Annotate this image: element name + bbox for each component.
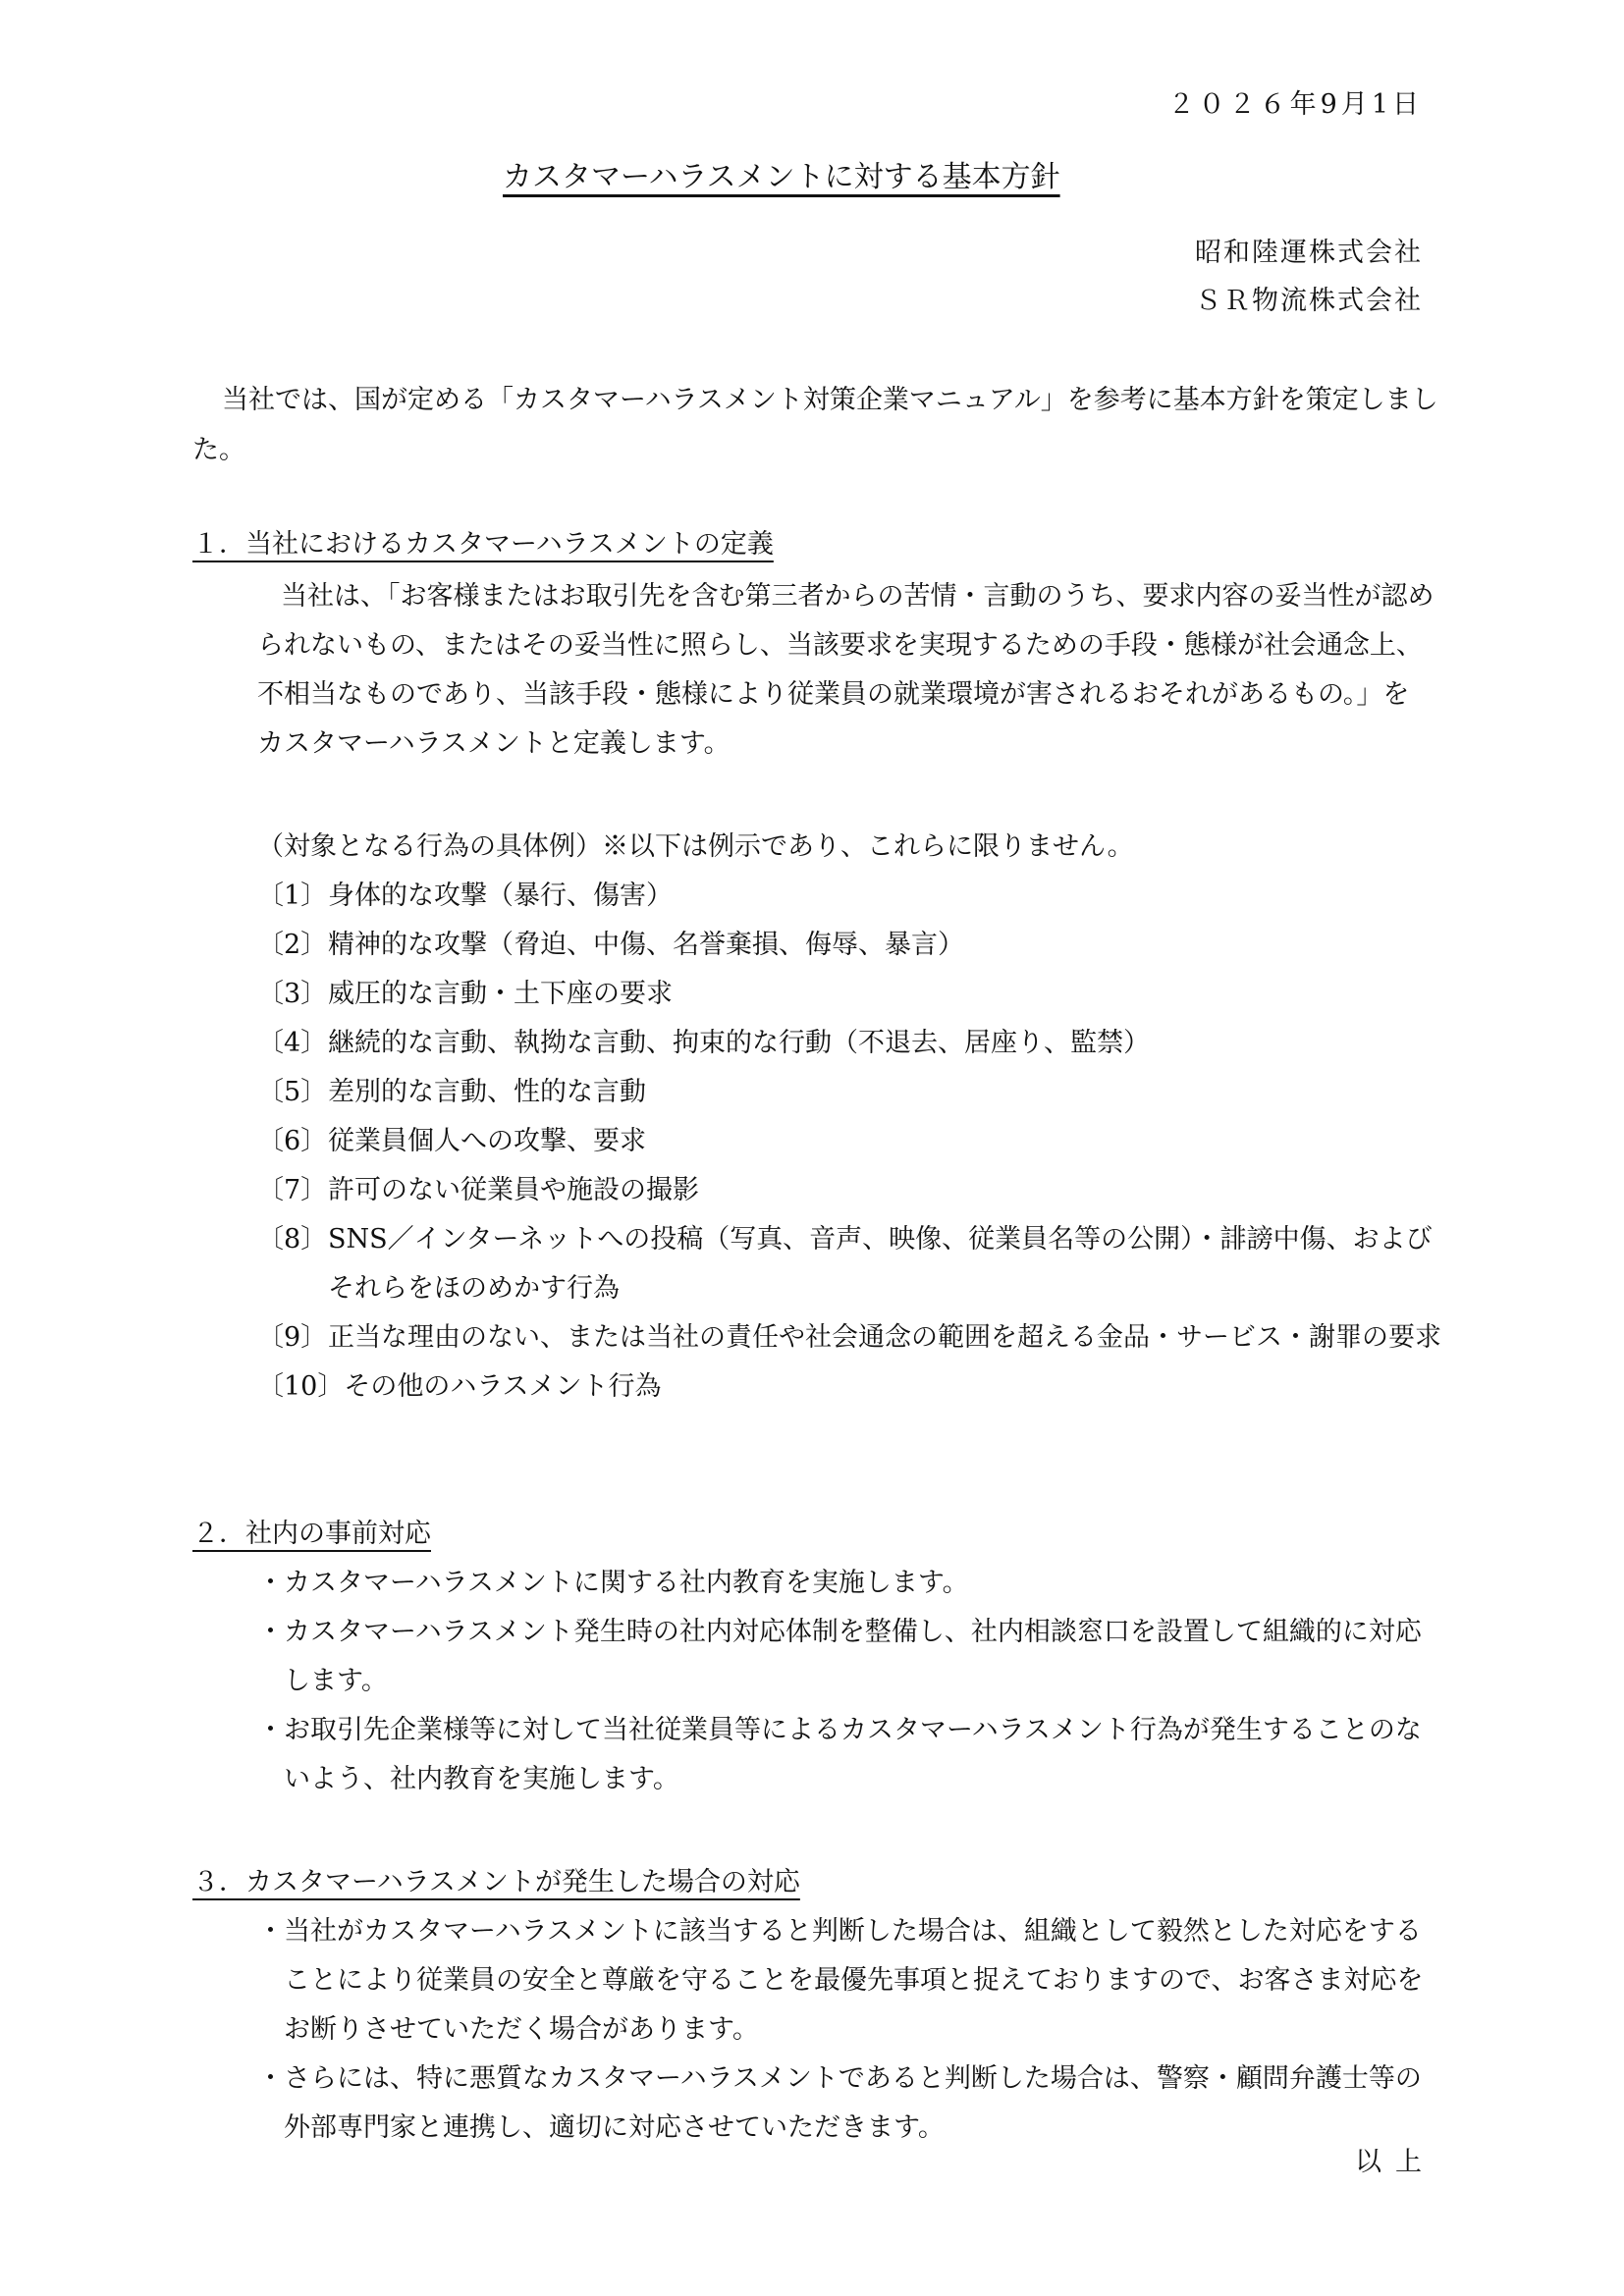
closing-mark: 以上 — [1355, 2147, 1435, 2177]
bullet-text: カスタマーハラスメント発生時の社内対応体制を整備し、社内相談窓口を設置して組織的に対応します。 — [284, 1617, 1422, 1696]
example-item — [257, 1166, 1445, 1215]
section-3-bullets — [257, 1907, 1435, 2153]
example-text: 精神的な攻撃（脅迫、中傷、名誉棄損、侮辱、暴言） — [328, 930, 964, 960]
example-number: 〔4〕 — [257, 1028, 328, 1058]
definition-paragraph: 当社は、「お客様またはお取引先を含む第三者からの苦情・言動のうち、要求内容の妥当性が認められないもの、またはその妥当性に照らし、当該要求を実現するための手段・態様が社会通念上、不相当なものであり、当該手段・態様により従業員の就業環境が害されるおそれがあるもの。」をカスタマーハラスメントと定義します。 — [257, 581, 1435, 759]
bullet-text: さらには、特に悪質なカスタマーハラスメントであると判断した場合は、警察・顧問弁護士等の外部専門家と連携し、適切に対応させていただきます。 — [284, 2063, 1422, 2143]
example-item — [257, 921, 1445, 970]
example-item — [257, 1362, 1445, 1412]
section-3-heading: ３．カスタマーハラスメントが発生した場合の対応 — [192, 1867, 800, 1897]
example-item — [257, 1019, 1445, 1068]
example-text: 差別的な言動、性的な言動 — [328, 1077, 646, 1107]
example-text: 許可のない従業員や施設の撮影 — [328, 1175, 699, 1205]
example-text: 威圧的な言動・土下座の要求 — [328, 979, 673, 1009]
example-item — [257, 1117, 1445, 1166]
example-text: SNS／インターネットへの投稿（写真、音声、映像、従業員名等の公開）・誹謗中傷、およびそれらをほのめかす行為 — [328, 1224, 1433, 1304]
examples-list — [257, 823, 1445, 1412]
example-number: 〔1〕 — [257, 881, 328, 911]
intro-paragraph: 当社では、国が定める「カスタマーハラスメント対策企業マニュアル」を参考に基本方針を策定しました。 — [192, 385, 1438, 465]
example-number: 〔10〕 — [257, 1371, 345, 1402]
bullet-mark: ・ — [257, 1617, 284, 1647]
bullet-mark: ・ — [257, 1568, 284, 1598]
bullet-mark: ・ — [257, 2063, 284, 2094]
document-title: カスタマーハラスメントに対する基本方針 — [503, 160, 1060, 194]
example-number: 〔9〕 — [257, 1322, 328, 1353]
example-item — [257, 872, 1445, 921]
example-number: 〔7〕 — [257, 1175, 328, 1205]
example-text: 従業員個人への攻撃、要求 — [328, 1126, 646, 1156]
bullet-item — [257, 1706, 1435, 1804]
bullet-item — [257, 1559, 1435, 1608]
bullet-text: お取引先企業様等に対して当社従業員等によるカスタマーハラスメント行為が発生することのないよう、社内教育を実施します。 — [284, 1715, 1422, 1794]
example-number: 〔8〕 — [257, 1224, 328, 1255]
bullet-mark: ・ — [257, 1916, 284, 1947]
document-date: ２０２６年9月1日 — [1167, 89, 1423, 120]
example-number: 〔5〕 — [257, 1077, 328, 1107]
company-name-1: 昭和陸運株式会社 — [1195, 238, 1423, 268]
example-text: 正当な理由のない、または当社の責任や社会通念の範囲を超える金品・サービス・謝罪の要求 — [328, 1322, 1441, 1353]
example-item — [257, 1068, 1445, 1117]
section-1-heading: １．当社におけるカスタマーハラスメントの定義 — [192, 529, 774, 560]
example-item — [257, 970, 1445, 1019]
example-number: 〔6〕 — [257, 1126, 328, 1156]
example-text: その他のハラスメント行為 — [344, 1371, 662, 1402]
section-2-heading: ２．社内の事前対応 — [192, 1519, 431, 1549]
bullet-text: 当社がカスタマーハラスメントに該当すると判断した場合は、組織として毅然とした対応をすることにより従業員の安全と尊厳を守ることを最優先事項と捉えておりますので、お客さま対応をお断りさせていただく場合があります。 — [284, 1916, 1424, 2045]
bullet-text: カスタマーハラスメントに関する社内教育を実施します。 — [284, 1568, 969, 1598]
examples-heading: （対象となる行為の具体例）※以下は例示であり、これらに限りません。 — [257, 831, 1134, 862]
company-name-2: ＳＲ物流株式会社 — [1195, 286, 1423, 316]
bullet-mark: ・ — [257, 1715, 284, 1745]
bullet-item — [257, 1608, 1435, 1706]
example-item — [257, 1215, 1445, 1313]
example-number: 〔3〕 — [257, 979, 328, 1009]
example-item — [257, 1313, 1445, 1362]
section-2-bullets — [257, 1559, 1435, 1804]
bullet-item — [257, 2055, 1435, 2153]
example-text: 身体的な攻撃（暴行、傷害） — [328, 881, 673, 911]
example-number: 〔2〕 — [257, 930, 328, 960]
example-text: 継続的な言動、執拗な言動、拘束的な行動（不退去、居座り、監禁） — [328, 1028, 1150, 1058]
bullet-item — [257, 1907, 1435, 2055]
